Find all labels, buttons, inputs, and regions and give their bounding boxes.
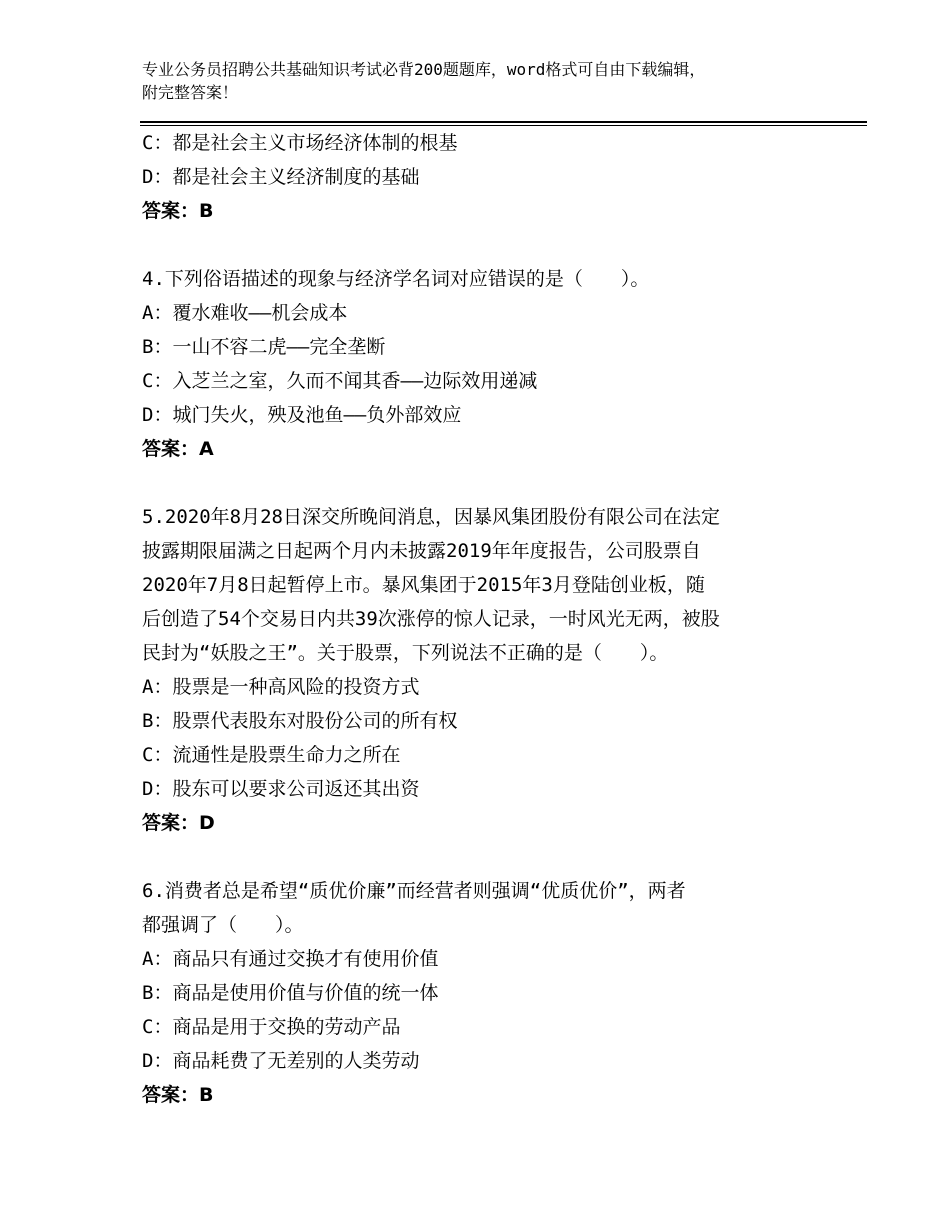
option-c: C：都是社会主义市场经济体制的根基 bbox=[142, 132, 458, 154]
option-d: D：股东可以要求公司返还其出资 bbox=[142, 778, 420, 800]
option-b: B：股票代表股东对股份公司的所有权 bbox=[142, 710, 458, 732]
answer-line: 答案：A bbox=[142, 438, 214, 460]
option-d: D：城门失火，殃及池鱼——负外部效应 bbox=[142, 404, 462, 426]
question-stem-line-5: 民封为“妖股之王”。关于股票，下列说法不正确的是（ ）。 bbox=[142, 642, 669, 664]
header-rule-thick bbox=[140, 121, 867, 123]
question-stem-line-2: 都强调了（ ）。 bbox=[142, 914, 304, 936]
spacer bbox=[142, 840, 822, 874]
spacer bbox=[142, 228, 822, 262]
spacer bbox=[142, 466, 822, 500]
option-a: A：商品只有通过交换才有使用价值 bbox=[142, 948, 439, 970]
page-header bbox=[142, 58, 842, 104]
question-block-4 bbox=[142, 262, 822, 466]
option-c: C：商品是用于交换的劳动产品 bbox=[142, 1016, 401, 1038]
option-c: C：流通性是股票生命力之所在 bbox=[142, 744, 401, 766]
question-stem-line-4: 后创造了54个交易日内共39次涨停的惊人记录，一时风光无两，被股 bbox=[142, 608, 720, 630]
question-block-prev bbox=[142, 126, 822, 228]
question-stem-line-1: 6.消费者总是希望“质优价廉”而经营者则强调“优质优价”，两者 bbox=[142, 880, 686, 902]
question-block-5 bbox=[142, 500, 822, 840]
question-block-6 bbox=[142, 874, 822, 1112]
question-stem-line-3: 2020年7月8日起暂停上市。暴风集团于2015年3月登陆创业板，随 bbox=[142, 574, 705, 596]
option-a: A：覆水难收——机会成本 bbox=[142, 302, 348, 324]
option-a: A：股票是一种高风险的投资方式 bbox=[142, 676, 420, 698]
header-line-2: 附完整答案！ bbox=[142, 83, 239, 102]
question-stem: 4.下列俗语描述的现象与经济学名词对应错误的是（ ）。 bbox=[142, 268, 650, 290]
option-b: B：一山不容二虎——完全垄断 bbox=[142, 336, 386, 358]
header-line-1: 专业公务员招聘公共基础知识考试必背200题题库，word格式可自由下载编辑， bbox=[142, 60, 706, 79]
answer-line: 答案：B bbox=[142, 200, 214, 222]
answer-line: 答案：D bbox=[142, 812, 215, 834]
answer-line: 答案：B bbox=[142, 1084, 214, 1106]
option-b: B：商品是使用价值与价值的统一体 bbox=[142, 982, 439, 1004]
option-d: D：商品耗费了无差别的人类劳动 bbox=[142, 1050, 420, 1072]
question-stem-line-1: 5.2020年8月28日深交所晚间消息，因暴风集团股份有限公司在法定 bbox=[142, 506, 720, 528]
option-c: C：入芝兰之室，久而不闻其香——边际效用递减 bbox=[142, 370, 538, 392]
question-content bbox=[142, 126, 822, 1112]
question-stem-line-2: 披露期限届满之日起两个月内未披露2019年年度报告，公司股票自 bbox=[142, 540, 701, 562]
option-d: D：都是社会主义经济制度的基础 bbox=[142, 166, 420, 188]
